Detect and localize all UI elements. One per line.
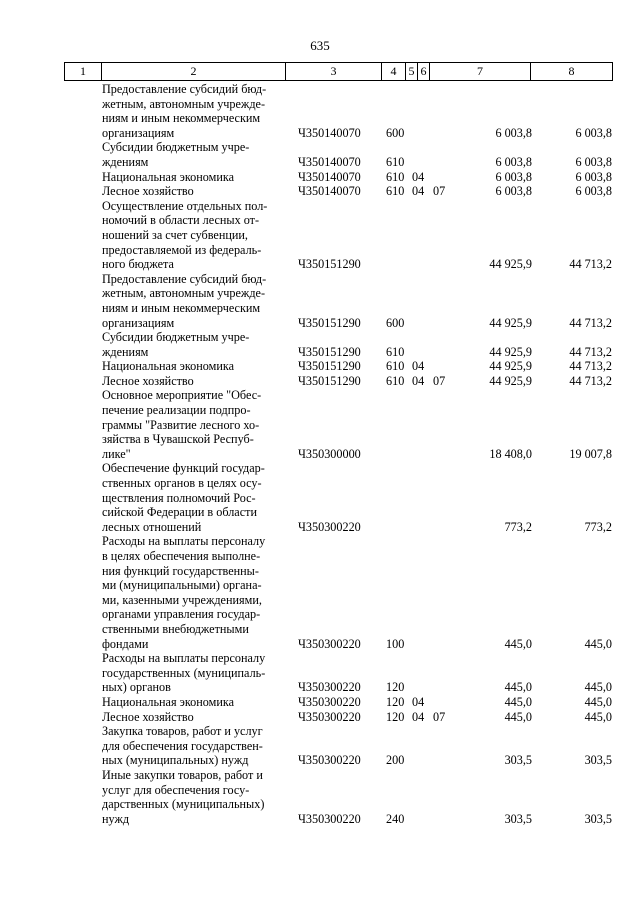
expense-type: 610 — [386, 169, 405, 184]
row-description — [102, 534, 278, 651]
row-description — [102, 388, 278, 461]
header-col-6: 6 — [418, 63, 430, 81]
target-code: Ч350300220 — [298, 811, 361, 826]
header-col-3: 3 — [286, 63, 382, 81]
amount-year-2: 44 713,2 — [569, 315, 612, 330]
target-code: Ч350140070 — [298, 154, 361, 169]
description-line: ниям и иным некоммерческим — [102, 111, 261, 126]
description-line: ниям и иным некоммерческим — [102, 300, 261, 315]
description-line: Национальная экономика — [102, 359, 235, 374]
description-line: зяйства в Чувашской Респуб- — [102, 432, 254, 447]
description-line: Иные закупки товаров, работ и — [102, 767, 263, 782]
table-row — [64, 272, 612, 330]
target-code: Ч350300220 — [298, 709, 361, 724]
table-row — [64, 140, 612, 169]
description-line: Расходы на выплаты персоналу — [102, 651, 266, 666]
target-code: Ч350151290 — [298, 344, 361, 359]
amount-year-1: 18 408,0 — [489, 446, 532, 461]
description-line: граммы "Развитие лесного хо- — [102, 417, 260, 432]
description-line: ных) органов — [102, 680, 171, 695]
section-code: 04 — [412, 709, 425, 724]
amount-year-2: 445,0 — [584, 709, 612, 724]
expense-type: 600 — [386, 315, 405, 330]
description-line: ственных органов в целях осу- — [102, 476, 262, 491]
description-line: Предоставление субсидий бюд- — [102, 271, 267, 286]
description-line: Расходы на выплаты персоналу — [102, 534, 266, 549]
header-col-8: 8 — [531, 63, 613, 81]
description-line: печение реализации подпро- — [102, 403, 251, 418]
table-row — [64, 651, 612, 695]
target-code: Ч350151290 — [298, 359, 361, 374]
amount-year-1: 44 925,9 — [489, 257, 532, 272]
amount-year-2: 19 007,8 — [569, 446, 612, 461]
table-row — [64, 199, 612, 272]
row-description — [102, 651, 278, 695]
description-line: номочий в области лесных от- — [102, 213, 260, 228]
row-description — [102, 272, 278, 330]
expense-type: 610 — [386, 344, 405, 359]
header-col-7: 7 — [430, 63, 531, 81]
amount-year-1: 44 925,9 — [489, 359, 532, 374]
description-line: организациям — [102, 125, 175, 140]
description-line: Лесное хозяйство — [102, 373, 194, 388]
amount-year-1: 6 003,8 — [495, 125, 532, 140]
expense-type: 610 — [386, 154, 405, 169]
row-description — [102, 199, 278, 272]
description-line: Обеспечение функций государ- — [102, 461, 265, 476]
table-row — [64, 170, 612, 185]
description-line: фондами — [102, 636, 149, 651]
description-line: ного бюджета — [102, 257, 174, 272]
section-code: 04 — [412, 694, 425, 709]
expense-type: 120 — [386, 694, 405, 709]
description-line: дарственных (муниципальных) — [102, 797, 265, 812]
amount-year-1: 445,0 — [504, 694, 532, 709]
target-code: Ч350151290 — [298, 257, 361, 272]
row-description — [102, 710, 278, 725]
amount-year-2: 44 713,2 — [569, 257, 612, 272]
page-number: 635 — [310, 38, 330, 53]
expense-type: 610 — [386, 359, 405, 374]
description-line: Лесное хозяйство — [102, 184, 194, 199]
section-code: 04 — [412, 169, 425, 184]
amount-year-2: 6 003,8 — [575, 169, 612, 184]
description-line: Национальная экономика — [102, 694, 235, 709]
row-description — [102, 695, 278, 710]
header-col-5: 5 — [406, 63, 418, 81]
row-description — [102, 170, 278, 185]
amount-year-1: 44 925,9 — [489, 373, 532, 388]
description-line: ственными внебюджетными — [102, 621, 249, 636]
description-line: Закупка товаров, работ и услуг — [102, 724, 263, 739]
row-description — [102, 768, 278, 826]
table-row — [64, 330, 612, 359]
row-description — [102, 184, 278, 199]
amount-year-1: 6 003,8 — [495, 184, 532, 199]
row-description — [102, 140, 278, 169]
row-description — [102, 82, 278, 140]
description-line: нужд — [102, 811, 130, 826]
amount-year-1: 445,0 — [504, 636, 532, 651]
description-line: Осуществление отдельных пол- — [102, 198, 268, 213]
description-line: ния функций государственны- — [102, 563, 259, 578]
target-code: Ч350140070 — [298, 184, 361, 199]
amount-year-2: 303,5 — [584, 753, 612, 768]
table-row — [64, 461, 612, 534]
description-line: ных (муниципальных) нужд — [102, 753, 249, 768]
description-line: ждениям — [102, 154, 149, 169]
amount-year-1: 773,2 — [504, 519, 532, 534]
expense-type: 200 — [386, 753, 405, 768]
description-line: услуг для обеспечения госу- — [102, 782, 250, 797]
expense-type: 240 — [386, 811, 405, 826]
description-line: жетным, автономным учрежде- — [102, 96, 266, 111]
amount-year-1: 303,5 — [504, 753, 532, 768]
amount-year-1: 44 925,9 — [489, 344, 532, 359]
table-row — [64, 374, 612, 389]
budget-table-body — [64, 82, 612, 826]
description-line: ществления полномочий Рос- — [102, 490, 256, 505]
section-code: 04 — [412, 359, 425, 374]
target-code: Ч350300220 — [298, 519, 361, 534]
amount-year-2: 445,0 — [584, 694, 612, 709]
table-row — [64, 359, 612, 374]
description-line: Предоставление субсидий бюд- — [102, 82, 267, 96]
amount-year-2: 445,0 — [584, 636, 612, 651]
target-code: Ч350151290 — [298, 373, 361, 388]
table-row — [64, 768, 612, 826]
target-code: Ч350300220 — [298, 636, 361, 651]
amount-year-1: 445,0 — [504, 680, 532, 695]
expense-type: 610 — [386, 184, 405, 199]
target-code: Ч350300220 — [298, 694, 361, 709]
description-line: Лесное хозяйство — [102, 709, 194, 724]
table-row — [64, 695, 612, 710]
description-line: Субсидии бюджетным учре- — [102, 330, 250, 345]
amount-year-2: 44 713,2 — [569, 373, 612, 388]
amount-year-1: 6 003,8 — [495, 154, 532, 169]
header-col-2: 2 — [102, 63, 286, 81]
description-line: Субсидии бюджетным учре- — [102, 140, 250, 155]
description-line: организациям — [102, 315, 175, 330]
target-code: Ч350300000 — [298, 446, 361, 461]
amount-year-2: 6 003,8 — [575, 125, 612, 140]
header-col-1: 1 — [65, 63, 102, 81]
description-line: жетным, автономным учрежде- — [102, 286, 266, 301]
description-line: в целях обеспечения выполне- — [102, 549, 261, 563]
description-line: Национальная экономика — [102, 169, 235, 184]
amount-year-1: 6 003,8 — [495, 169, 532, 184]
description-line: предоставляемой из федераль- — [102, 242, 262, 257]
target-code: Ч350300220 — [298, 680, 361, 695]
row-description — [102, 724, 278, 768]
table-row — [64, 184, 612, 199]
subsection-code: 07 — [433, 373, 446, 388]
row-description — [102, 330, 278, 359]
target-code: Ч350140070 — [298, 125, 361, 140]
description-line: органами управления государ- — [102, 607, 261, 622]
amount-year-1: 303,5 — [504, 811, 532, 826]
amount-year-2: 6 003,8 — [575, 154, 612, 169]
amount-year-2: 445,0 — [584, 680, 612, 695]
table-row — [64, 82, 612, 140]
amount-year-1: 445,0 — [504, 709, 532, 724]
header-col-4: 4 — [382, 63, 406, 81]
description-line: Основное мероприятие "Обес- — [102, 388, 262, 403]
table-header — [64, 62, 613, 81]
description-line: для обеспечения государствен- — [102, 738, 263, 753]
description-line: ми (муниципальными) органа- — [102, 578, 262, 593]
description-line: ждениям — [102, 344, 149, 359]
target-code: Ч350300220 — [298, 753, 361, 768]
subsection-code: 07 — [433, 184, 446, 199]
expense-type: 120 — [386, 680, 405, 695]
row-description — [102, 461, 278, 534]
description-line: сийской Федерации в области — [102, 505, 257, 520]
description-line: государственных (муниципаль- — [102, 665, 266, 680]
description-line: лесных отношений — [102, 519, 202, 534]
row-description — [102, 374, 278, 389]
amount-year-2: 773,2 — [584, 519, 612, 534]
row-description — [102, 359, 278, 374]
expense-type: 600 — [386, 125, 405, 140]
expense-type: 120 — [386, 709, 405, 724]
expense-type: 610 — [386, 373, 405, 388]
table-row — [64, 534, 612, 651]
target-code: Ч350151290 — [298, 315, 361, 330]
amount-year-2: 44 713,2 — [569, 359, 612, 374]
subsection-code: 07 — [433, 709, 446, 724]
table-row — [64, 388, 612, 461]
description-line: лике" — [102, 446, 131, 461]
section-code: 04 — [412, 184, 425, 199]
amount-year-2: 6 003,8 — [575, 184, 612, 199]
amount-year-2: 303,5 — [584, 811, 612, 826]
section-code: 04 — [412, 373, 425, 388]
amount-year-2: 44 713,2 — [569, 344, 612, 359]
description-line: ми, казенными учреждениями, — [102, 592, 262, 607]
description-line: ношений за счет субвенции, — [102, 227, 248, 242]
table-row — [64, 724, 612, 768]
amount-year-1: 44 925,9 — [489, 315, 532, 330]
expense-type: 100 — [386, 636, 405, 651]
target-code: Ч350140070 — [298, 169, 361, 184]
table-row — [64, 710, 612, 725]
